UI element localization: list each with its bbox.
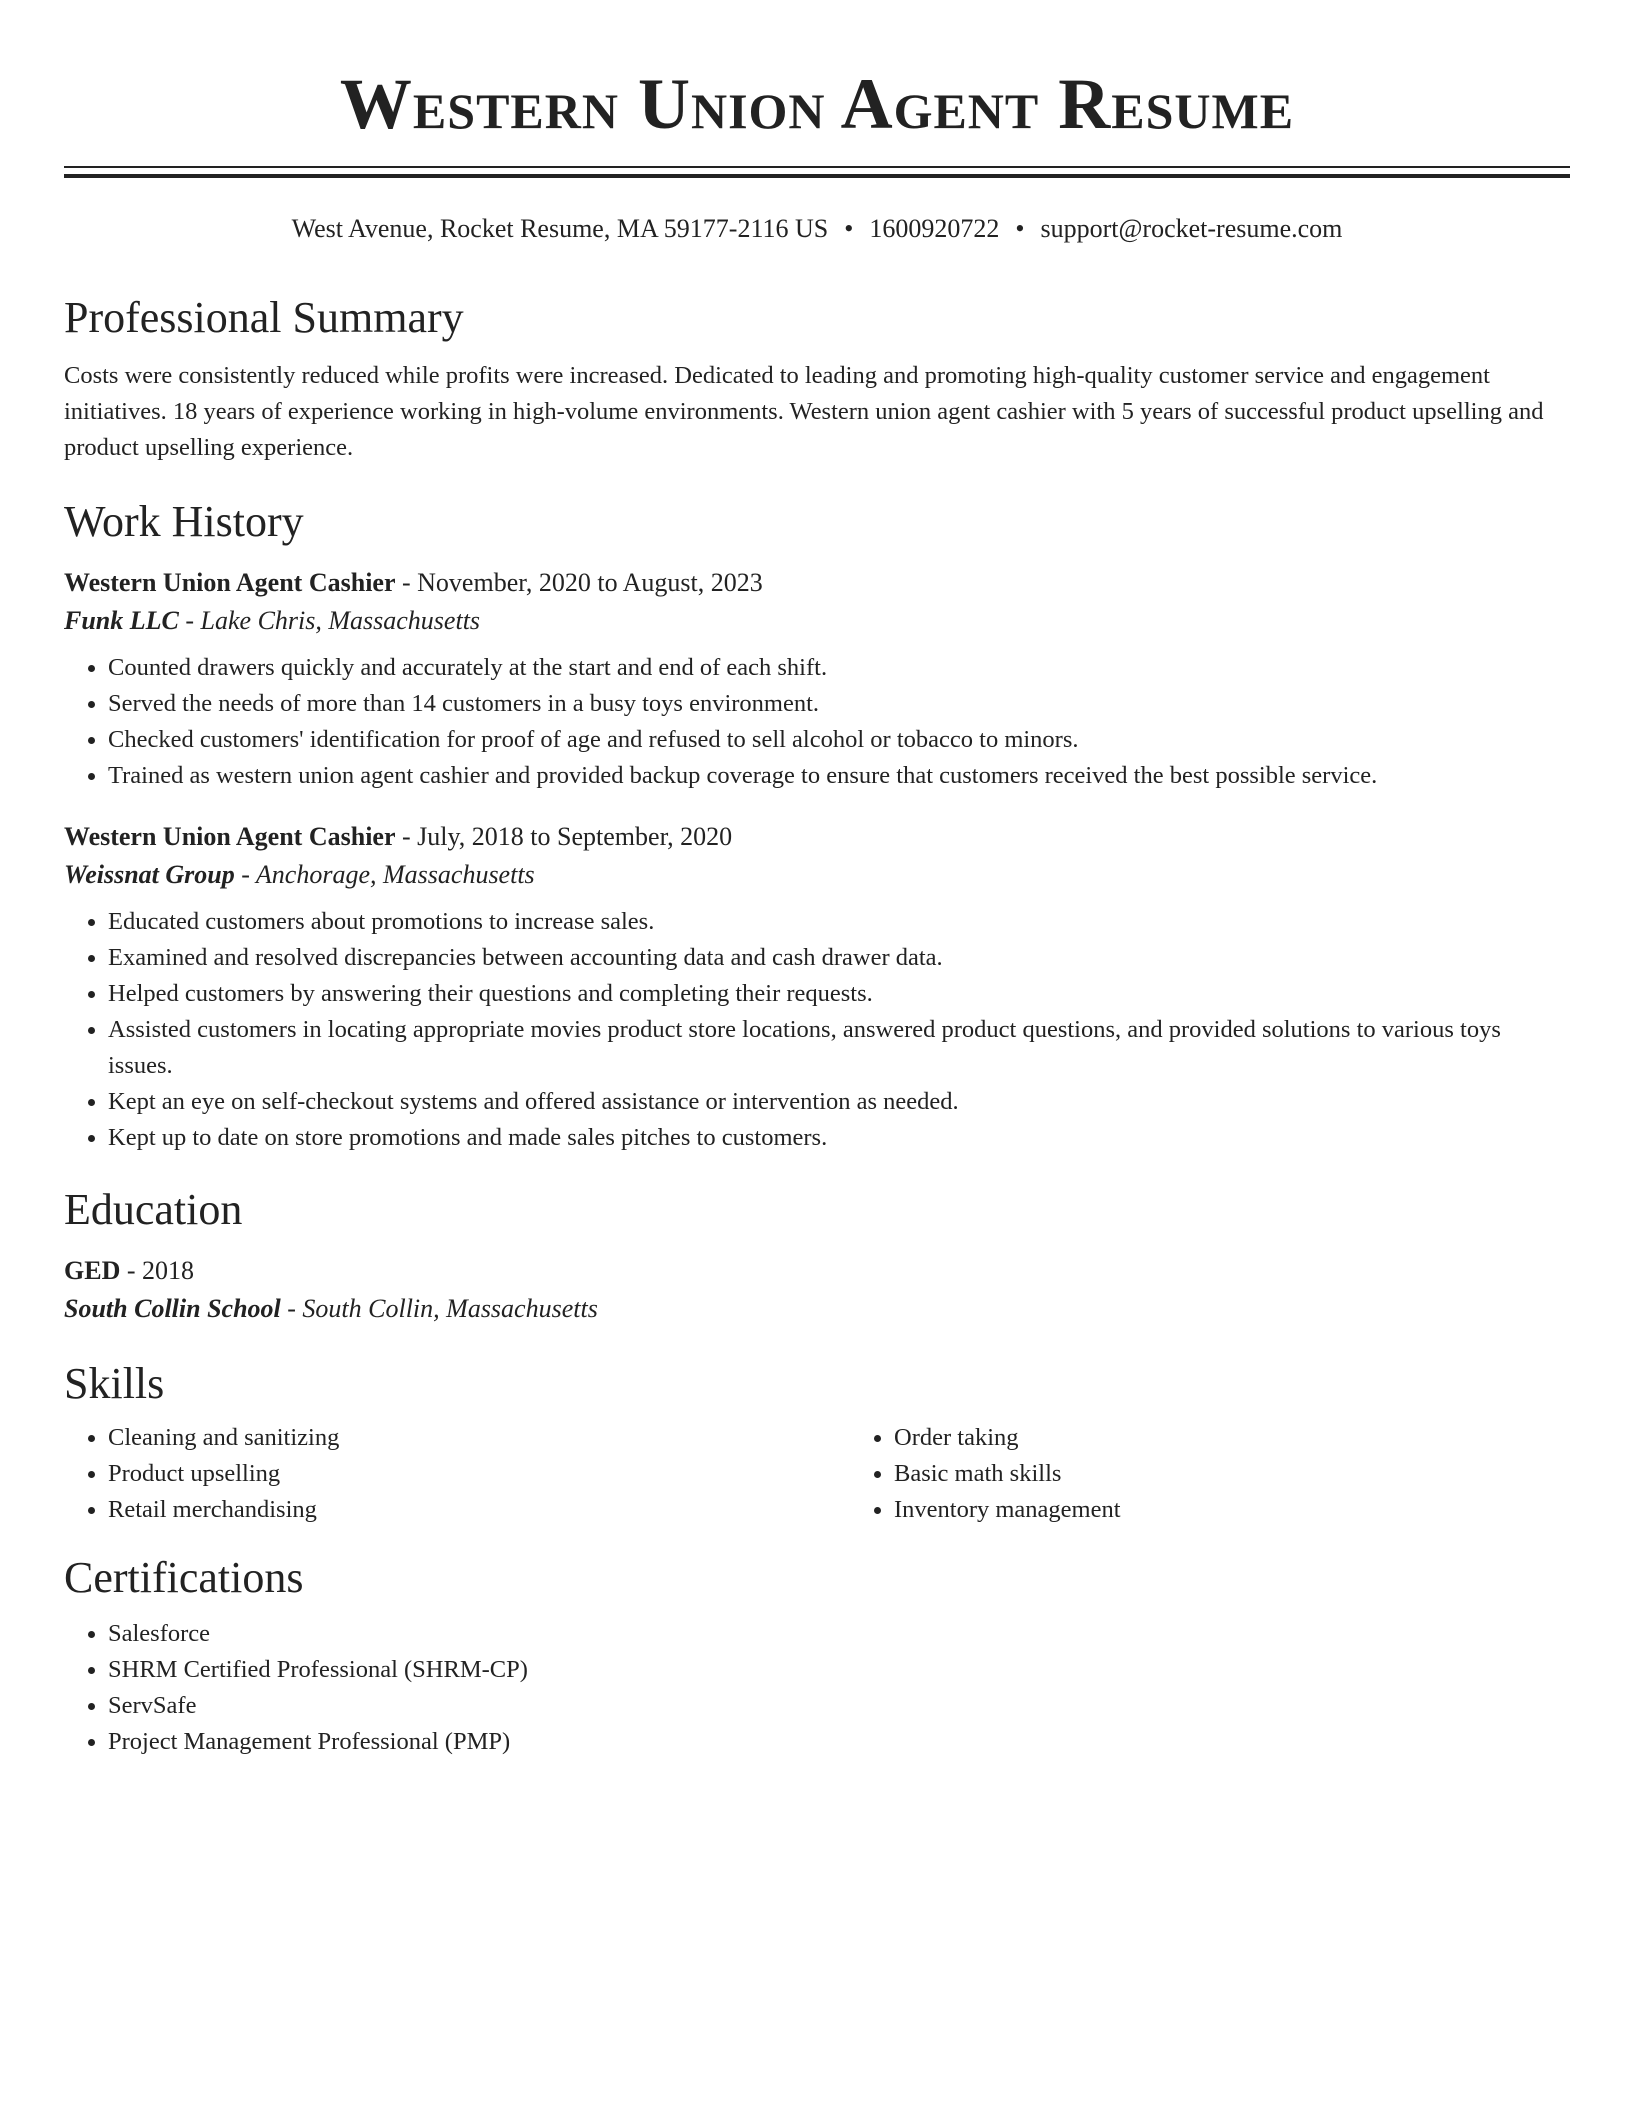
list-item: • Helped customers by answering their questions and completing their requests.: [108, 976, 1570, 1012]
section-heading-summary: Professional Summary: [64, 293, 464, 342]
list-item: • Basic math skills: [894, 1456, 1632, 1492]
list-item: • Salesforce: [108, 1616, 1570, 1652]
section-heading-education: Education: [64, 1185, 243, 1234]
education-entry: [64, 1252, 1570, 1328]
title-divider-thin: [64, 166, 1570, 168]
job-title: Western Union Agent Cashier: [64, 568, 396, 597]
certifications-section: [64, 1550, 1570, 1760]
list-item: • Checked customers' identification for proof of age and refused to sell alcohol or tobacco to minors.: [108, 722, 1570, 758]
list-item: • Inventory management: [894, 1492, 1632, 1528]
education-location: - South Collin, Massachusetts: [280, 1294, 598, 1323]
education-section: [64, 1182, 1570, 1328]
summary-section: [64, 290, 1570, 466]
skills-list-right: [850, 1420, 1632, 1528]
list-item: • Served the needs of more than 14 customers in a busy toys environment.: [108, 686, 1570, 722]
education-school: South Collin School: [64, 1294, 281, 1323]
list-item: • Kept up to date on store promotions and made sales pitches to customers.: [108, 1120, 1570, 1156]
job-entry: [64, 818, 1570, 1156]
skills-list-left: [64, 1420, 850, 1528]
job-title-line: [64, 564, 1570, 602]
job-employer-line: [64, 856, 1570, 894]
skills-section: [64, 1356, 1570, 1528]
job-location: - Lake Chris, Massachusetts: [178, 606, 481, 635]
job-bullets: [64, 904, 1570, 1156]
job-title-line: [64, 818, 1570, 856]
education-school-line: [64, 1290, 1570, 1328]
job-company: Funk LLC: [64, 606, 179, 635]
contact-separator: •: [844, 214, 854, 243]
contact-phone: 1600920722: [869, 214, 1000, 243]
contact-line: [64, 212, 1570, 246]
job-dates: - November, 2020 to August, 2023: [395, 568, 763, 597]
certifications-list: [64, 1616, 1570, 1760]
education-degree: GED: [64, 1256, 121, 1285]
summary-text: Costs were consistently reduced while profits were increased. Dedicated to leading and promoting high-quality customer service and engagement initiatives. 18 years of experience working in high-volume environments. Western union agent cashier with 5 years of successful product upselling and product upselling experience.: [64, 362, 1544, 461]
list-item: • Product upselling: [108, 1456, 850, 1492]
section-heading-certifications: Certifications: [64, 1553, 304, 1602]
work-history-section: [64, 494, 1570, 1156]
list-item: • Trained as western union agent cashier and provided backup coverage to ensure that customers received the best possible service.: [108, 758, 1570, 794]
list-item: • Kept an eye on self-checkout systems and offered assistance or intervention as needed.: [108, 1084, 1570, 1120]
job-bullets: [64, 650, 1570, 794]
contact-separator: •: [1015, 214, 1025, 243]
contact-email: support@rocket-resume.com: [1040, 214, 1343, 243]
job-dates: - July, 2018 to September, 2020: [395, 822, 733, 851]
job-title: Western Union Agent Cashier: [64, 822, 396, 851]
list-item: • Cleaning and sanitizing: [108, 1420, 850, 1456]
list-item: • SHRM Certified Professional (SHRM-CP): [108, 1652, 1570, 1688]
education-degree-line: [64, 1252, 1570, 1290]
list-item: • Examined and resolved discrepancies between accounting data and cash drawer data.: [108, 940, 1570, 976]
list-item: • Retail merchandising: [108, 1492, 850, 1528]
list-item: • ServSafe: [108, 1688, 1570, 1724]
job-location: - Anchorage, Massachusetts: [234, 860, 535, 889]
resume-page: [64, 0, 1570, 1760]
job-employer-line: [64, 602, 1570, 640]
resume-title: Western Union Agent Resume: [339, 64, 1295, 144]
list-item: • Assisted customers in locating appropriate movies product store locations, answered product questions, and provided solutions to various toys issues.: [108, 1012, 1570, 1084]
title-divider-thick: [64, 174, 1570, 178]
list-item: • Counted drawers quickly and accurately at the start and end of each shift.: [108, 650, 1570, 686]
job-company: Weissnat Group: [64, 860, 235, 889]
skills-columns: [64, 1420, 1570, 1528]
contact-address: West Avenue, Rocket Resume, MA 59177-2116 US: [291, 214, 829, 243]
section-heading-work-history: Work History: [64, 497, 304, 546]
job-entry: [64, 564, 1570, 794]
list-item: • Project Management Professional (PMP): [108, 1724, 1570, 1760]
section-heading-skills: Skills: [64, 1359, 165, 1408]
list-item: • Order taking: [894, 1420, 1632, 1456]
education-year: - 2018: [120, 1256, 195, 1285]
list-item: • Educated customers about promotions to increase sales.: [108, 904, 1570, 940]
